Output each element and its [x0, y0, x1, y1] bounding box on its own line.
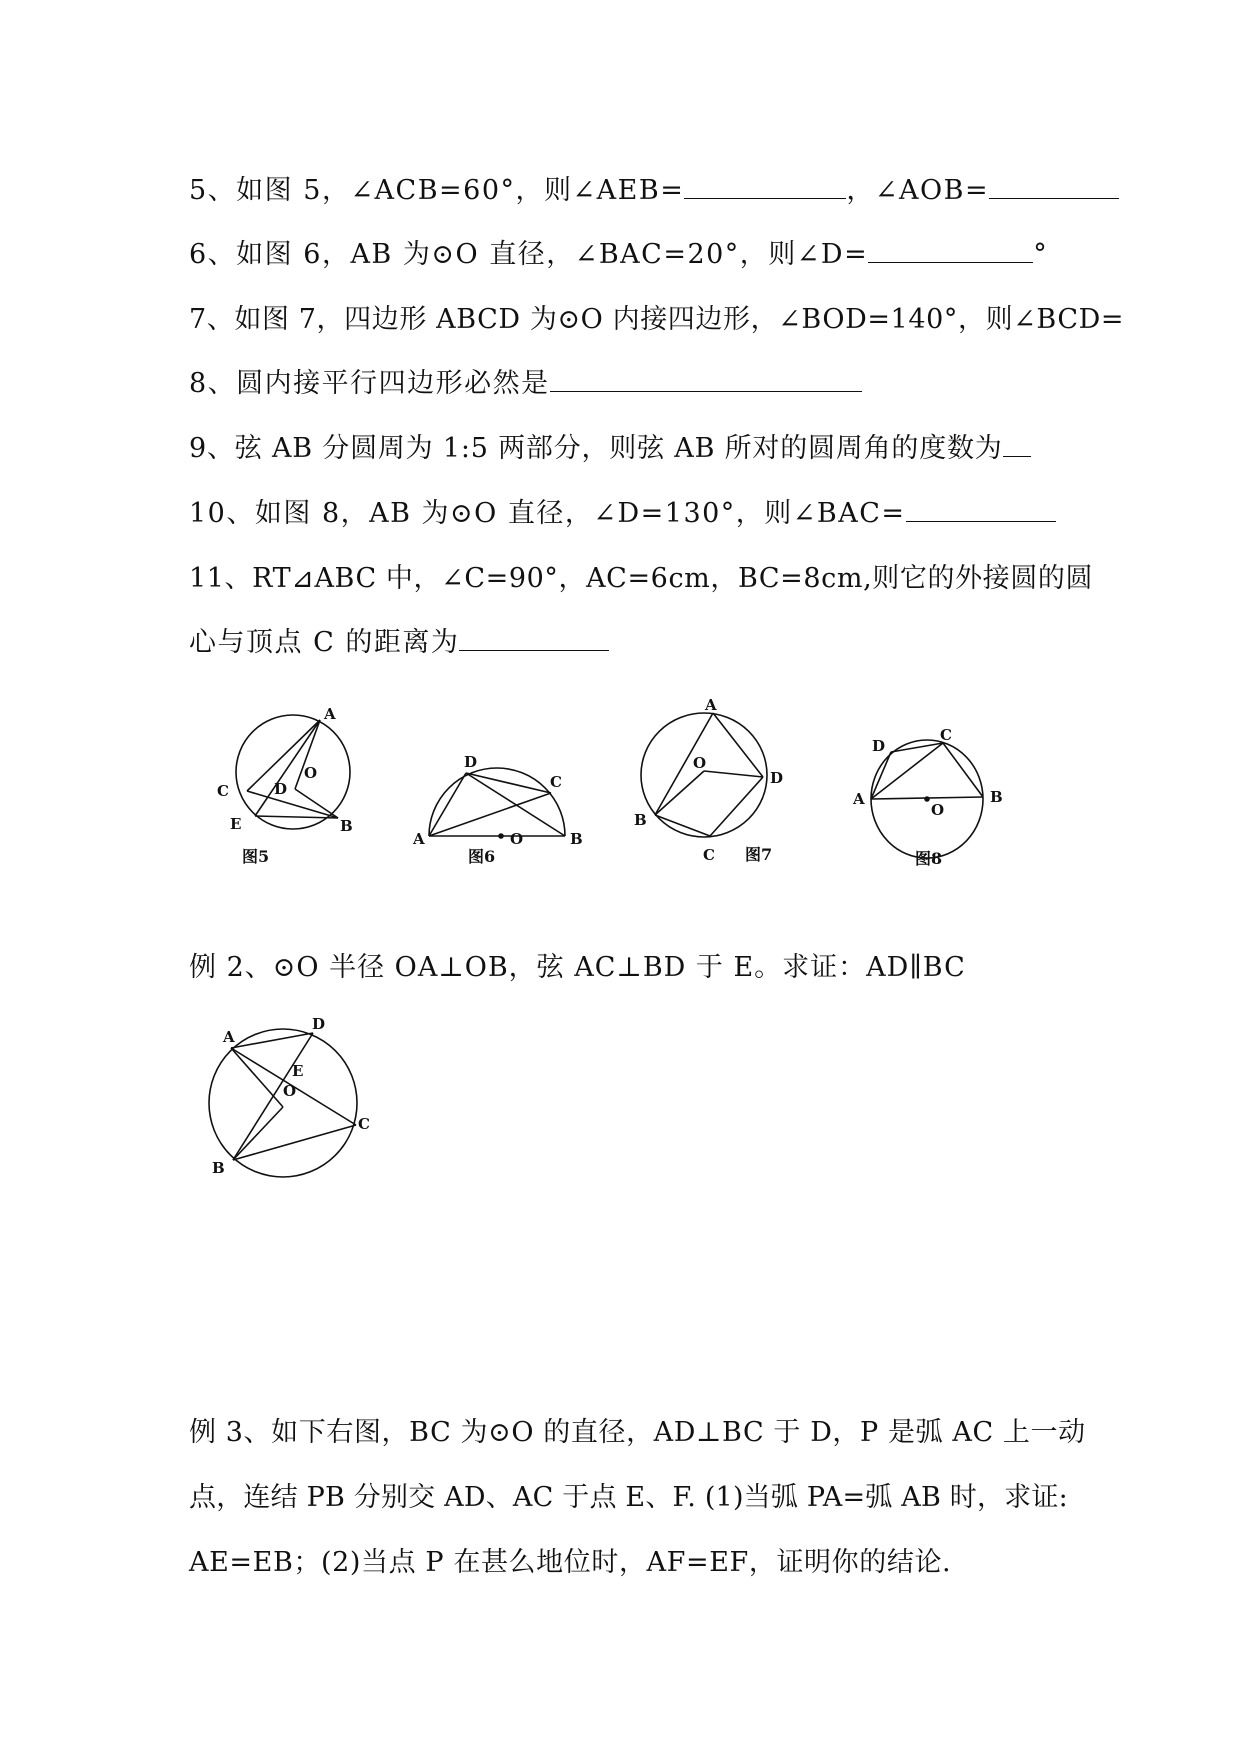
fig8-label-a: A — [853, 790, 865, 808]
question-9 — [189, 426, 1031, 465]
fig5-caption: 图5 — [242, 847, 270, 866]
question-10-text: 10、如图 8，AB 为⊙O 直径，∠D=130°，则∠BAC= — [189, 498, 906, 529]
fig7-label-c: C — [703, 846, 715, 864]
fig8-label-b: B — [990, 788, 1003, 806]
ex2-label-o: O — [283, 1082, 297, 1100]
question-11-line-1 — [189, 556, 1093, 595]
example-3-text-2: 点，连结 PB 分别交 AD、AC 于点 E、F. (1)当弧 PA=弧 AB 时，求证: — [189, 1482, 1068, 1513]
figure-6 — [408, 740, 598, 870]
answer-blank[interactable] — [906, 495, 1056, 522]
fig6-label-b: B — [570, 830, 583, 848]
example-3-text-1: 例 3、如下右图，BC 为⊙O 的直径，AD⊥BC 于 D，P 是弧 AC 上一动 — [189, 1417, 1086, 1448]
example-2-text: 例 2、⊙O 半径 OA⊥OB，弦 AC⊥BD 于 E。求证：AD∥BC — [189, 952, 966, 983]
question-7 — [189, 297, 1124, 336]
fig5-label-a: A — [324, 705, 336, 723]
question-8-text: 8、圆内接平行四边形必然是 — [189, 368, 550, 399]
fig7-label-a: A — [705, 696, 717, 714]
question-5 — [189, 168, 1119, 207]
fig5-label-o: O — [304, 764, 318, 782]
fig6-label-c: C — [550, 773, 562, 791]
question-6-text-a: 6、如图 6，AB 为⊙O 直径，∠BAC=20°，则∠D= — [189, 239, 869, 270]
ex2-circle — [209, 1029, 357, 1177]
question-6 — [189, 232, 1048, 271]
figure-5 — [210, 700, 380, 870]
fig5-label-e: E — [230, 815, 242, 833]
fig5-label-c: C — [217, 782, 229, 800]
ex2-segment — [233, 1107, 283, 1160]
question-5-text-b: ，∠AOB= — [846, 175, 990, 206]
figure-7 — [625, 695, 805, 870]
answer-blank[interactable] — [684, 172, 846, 199]
example-2-figure — [195, 1015, 385, 1190]
ex2-segment — [231, 1048, 283, 1107]
fig5-segment — [255, 816, 338, 818]
question-11-text-a: 11、RT⊿ABC 中，∠C=90°，AC=6cm，BC=8cm,则它的外接圆的圆 — [189, 563, 1094, 594]
fig8-label-c: C — [940, 726, 952, 744]
example-3-text-3: AE=EB；(2)当点 P 在甚么地位时，AF=EF，证明你的结论. — [189, 1547, 952, 1578]
question-10 — [189, 491, 1056, 530]
example-3-line-3 — [189, 1540, 951, 1579]
fig6-caption: 图6 — [468, 847, 496, 866]
question-11-line-2 — [189, 620, 609, 659]
figure-8 — [840, 720, 1020, 870]
question-11-text-b: 心与顶点 C 的距离为 — [189, 627, 460, 658]
fig5-circle — [236, 715, 350, 829]
example-3-line-2 — [189, 1475, 1068, 1514]
fig7-label-b: B — [634, 811, 647, 829]
example-2 — [189, 945, 966, 984]
answer-blank[interactable] — [989, 172, 1119, 199]
fig7-segment — [704, 771, 763, 777]
fig5-segment — [247, 791, 338, 818]
example-3-line-1 — [189, 1410, 1086, 1449]
answer-blank[interactable] — [1003, 430, 1031, 457]
ex2-label-a: A — [223, 1028, 235, 1046]
question-5-text-a: 5、如图 5，∠ACB=60°，则∠AEB= — [189, 175, 685, 206]
fig5-label-b: B — [340, 817, 353, 835]
fig8-center-dot — [925, 797, 929, 801]
fig5-segment — [295, 789, 338, 818]
fig6-center-dot — [499, 834, 503, 838]
fig6-label-a: A — [413, 830, 425, 848]
fig7-caption: 图7 — [745, 845, 773, 864]
fig7-segment — [710, 777, 763, 836]
fig6-label-o: O — [510, 830, 524, 848]
fig5-label-d: D — [274, 780, 288, 798]
fig8-label-d: D — [872, 737, 886, 755]
answer-blank[interactable] — [550, 365, 862, 392]
answer-blank[interactable] — [459, 624, 609, 651]
question-8 — [189, 361, 862, 400]
question-6-text-b: ° — [1033, 239, 1049, 270]
answer-blank[interactable] — [868, 236, 1033, 263]
fig8-segment — [943, 743, 983, 797]
fig8-caption: 图8 — [915, 849, 943, 868]
fig7-label-o: O — [693, 754, 707, 772]
fig7-label-d: D — [770, 769, 784, 787]
ex2-label-d: D — [312, 1015, 326, 1033]
fig7-segment — [655, 771, 704, 815]
question-9-text: 9、弦 AB 分圆周为 1:5 两部分，则弦 AB 所对的圆周角的度数为 — [189, 433, 1003, 464]
ex2-label-e: E — [292, 1062, 304, 1080]
ex2-label-b: B — [212, 1159, 225, 1177]
fig6-segment — [466, 773, 551, 793]
fig6-label-d: D — [464, 753, 478, 771]
fig6-segment — [429, 773, 466, 836]
question-7-text: 7、如图 7，四边形 ABCD 为⊙O 内接四边形，∠BOD=140°，则∠BCD= — [189, 304, 1125, 335]
ex2-label-c: C — [358, 1115, 370, 1133]
fig8-label-o: O — [931, 801, 945, 819]
